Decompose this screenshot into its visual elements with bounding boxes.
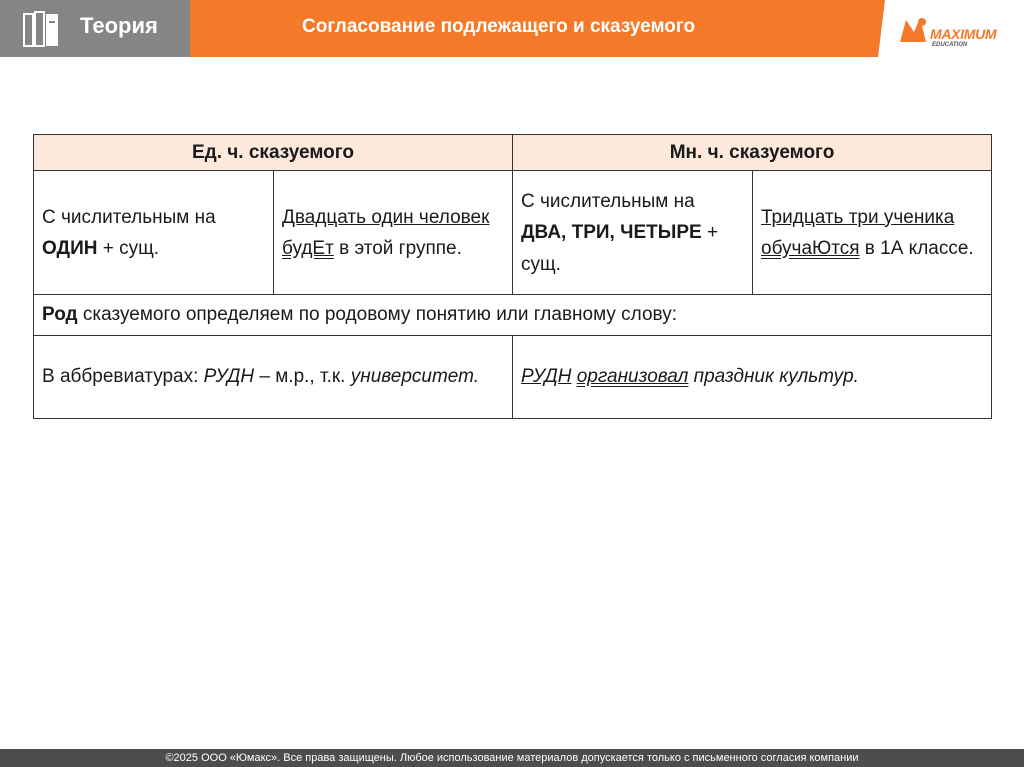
book-icon: [22, 10, 64, 50]
slide-header: [0, 0, 1024, 57]
subject-underline: Тридцать три ученика: [761, 206, 955, 228]
page-title: Согласование подлежащего и сказуемого: [302, 16, 696, 37]
cell-abbreviation-rule: В аббревиатурах: РУДН – м.р., т.к. университет.: [34, 335, 513, 418]
table-row: [34, 295, 992, 335]
cell-rule-singular: С числительным на ОДИН + сущ.: [34, 171, 274, 295]
header-singular: Ед. ч. сказуемого: [34, 135, 513, 171]
table-row: [34, 335, 992, 418]
logo-subtitle: EDUCATION: [932, 42, 968, 48]
header-plural: Мн. ч. сказуемого: [513, 135, 992, 171]
copyright-footer: ©2025 ООО «Юмакс». Все права защищены. Любое использование материалов допускается только с письменного согласия компании: [0, 749, 1024, 767]
section-label: Теория: [80, 13, 158, 38]
subject-underline: РУДН: [521, 366, 572, 388]
logo-word: MAXIMUM: [930, 26, 997, 42]
cell-example-plural: Тридцать три ученика обучаЮтся в 1А классе.: [753, 171, 992, 295]
cell-rule-plural: С числительным на ДВА, ТРИ, ЧЕТЫРЕ + сущ.: [513, 171, 753, 295]
logo-mark-icon: [896, 12, 932, 48]
agreement-table: [33, 134, 992, 419]
cell-example-singular: Двадцать один человек будЕт в этой группе.: [274, 171, 513, 295]
maximum-logo: [892, 8, 1022, 52]
table-row: [34, 171, 992, 295]
predicate-underline: будЕт: [282, 237, 334, 259]
table-header-row: [34, 135, 992, 171]
subject-underline: Двадцать один человек: [282, 206, 490, 228]
cell-gender-rule: Род сказуемого определяем по родовому понятию или главному слову:: [34, 295, 992, 335]
predicate-underline: организовал: [576, 366, 689, 388]
cell-abbreviation-example: РУДН организовал праздник культур.: [513, 335, 992, 418]
predicate-underline: обучаЮтся: [761, 237, 860, 259]
